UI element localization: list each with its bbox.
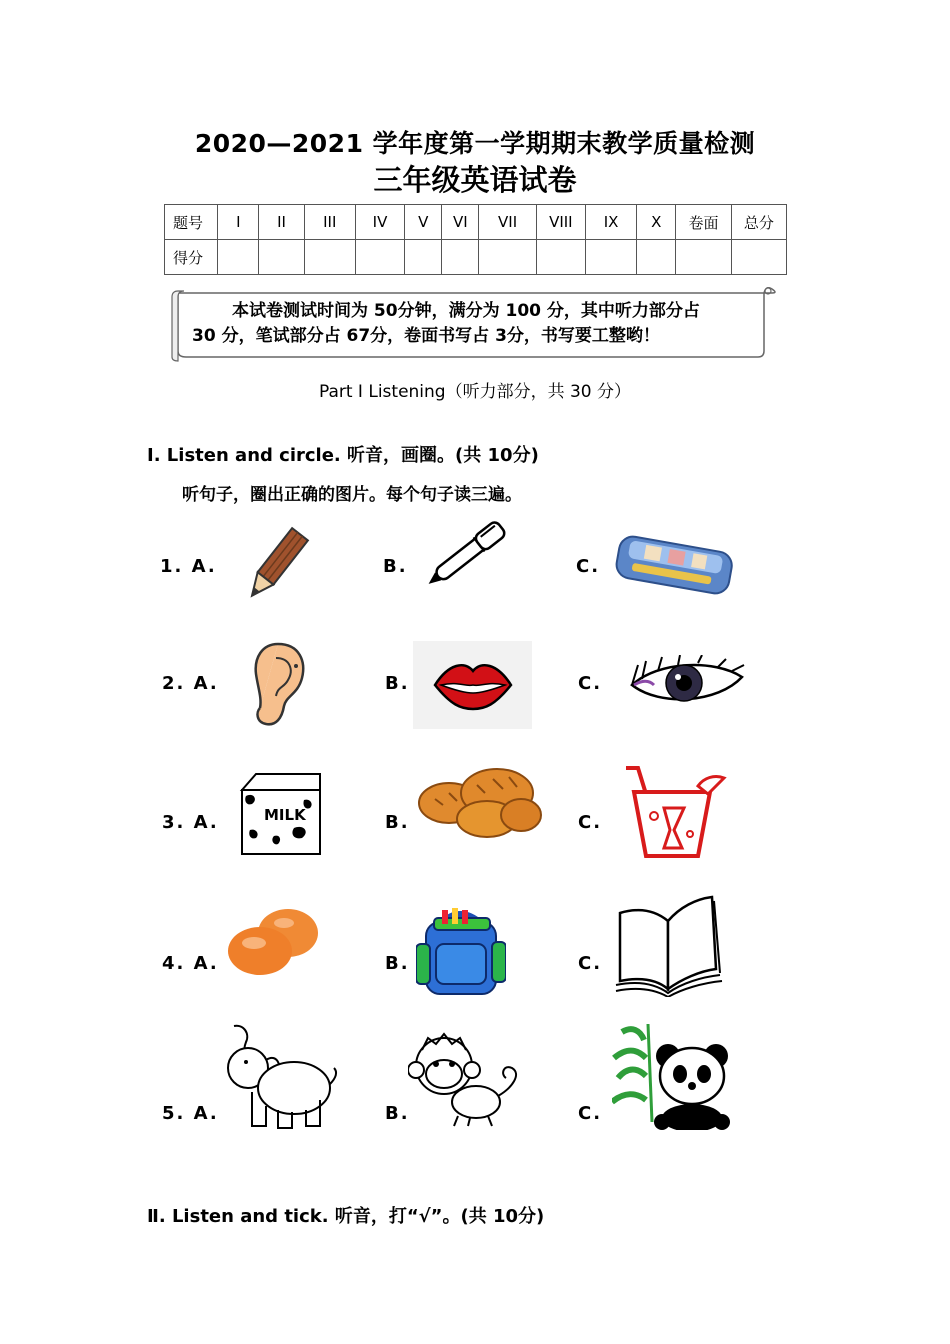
bread-icon[interactable]: [415, 763, 543, 839]
q2-option-c: C.: [578, 673, 603, 694]
score-cell[interactable]: [479, 240, 536, 275]
score-header-cell: I: [218, 205, 259, 240]
score-header-cell: V: [405, 205, 442, 240]
q5-option-b: B.: [385, 1103, 410, 1124]
score-header-cell: VIII: [536, 205, 585, 240]
notice-line-2: 30 分，笔试部分占 67分，卷面书写占 3分，书写要工整哟！: [192, 326, 660, 346]
q1-label: 1. A.: [160, 556, 217, 577]
score-cell[interactable]: [637, 240, 676, 275]
score-table-score-row: [165, 240, 787, 275]
score-header-cell: III: [304, 205, 355, 240]
part1-title: Part Ⅰ Listening（听力部分，共 30 分）: [318, 382, 632, 402]
q1-option-b: B.: [383, 556, 408, 577]
eye-icon[interactable]: [628, 655, 746, 711]
score-cell[interactable]: [304, 240, 355, 275]
exam-title-line2: 三年级英语试卷: [373, 163, 577, 197]
score-row-label: 得分: [165, 240, 218, 275]
juice-icon[interactable]: [624, 764, 728, 860]
section2-title: Ⅱ. Listen and tick. 听音，打“√”。(共 10分): [147, 1206, 545, 1227]
q3-label: 3. A.: [162, 812, 219, 833]
score-header-cell: 卷面: [676, 205, 731, 240]
score-cell[interactable]: [731, 240, 786, 275]
milk-carton-label: MILK: [264, 806, 306, 824]
score-header-cell: IX: [585, 205, 636, 240]
score-cell[interactable]: [676, 240, 731, 275]
section1-title: Ⅰ. Listen and circle. 听音，画圈。(共 10分): [147, 445, 539, 466]
section1-instruction: 听句子，圈出正确的图片。每个句子读三遍。: [182, 485, 522, 505]
exam-notice: [192, 299, 762, 349]
q1-option-c: C.: [576, 556, 601, 577]
score-header-cell: II: [259, 205, 304, 240]
q2-label: 2. A.: [162, 673, 219, 694]
q4-option-c: C.: [578, 953, 603, 974]
exam-title-line1: 2020—2021 学年度第一学期期末教学质量检测: [194, 129, 756, 158]
q5-label: 5. A.: [162, 1103, 219, 1124]
score-table-header-row: [165, 205, 787, 240]
monkey-icon[interactable]: [408, 1030, 524, 1128]
score-cell[interactable]: [536, 240, 585, 275]
score-header-cell: VI: [442, 205, 479, 240]
q3-option-b: B.: [385, 812, 410, 833]
book-icon[interactable]: [612, 893, 724, 997]
notice-line-1: 本试卷测试时间为 50分钟，满分为 100 分，其中听力部分占: [232, 301, 700, 321]
score-header-cell: X: [637, 205, 676, 240]
q2-option-b: B.: [385, 673, 410, 694]
score-header-cell: IV: [355, 205, 404, 240]
pencil-icon[interactable]: [238, 522, 314, 608]
score-cell[interactable]: [355, 240, 404, 275]
score-header-cell: 总分: [731, 205, 786, 240]
q4-label: 4. A.: [162, 953, 219, 974]
milk-carton-icon[interactable]: [234, 770, 328, 856]
panda-icon[interactable]: [612, 1018, 732, 1130]
score-header-cell: 题号: [165, 205, 218, 240]
score-cell[interactable]: [585, 240, 636, 275]
ear-icon[interactable]: [248, 640, 308, 730]
eggs-icon[interactable]: [222, 905, 322, 980]
q4-option-b: B.: [385, 953, 410, 974]
elephant-icon[interactable]: [226, 1022, 340, 1134]
q3-option-c: C.: [578, 812, 603, 833]
score-cell[interactable]: [442, 240, 479, 275]
score-cell[interactable]: [218, 240, 259, 275]
score-cell[interactable]: [405, 240, 442, 275]
score-cell[interactable]: [259, 240, 304, 275]
pen-icon[interactable]: [424, 516, 518, 588]
mouth-icon[interactable]: [413, 641, 532, 729]
q5-option-c: C.: [578, 1103, 603, 1124]
pencil-box-icon[interactable]: [613, 530, 735, 602]
score-table: [164, 204, 787, 275]
score-header-cell: VII: [479, 205, 536, 240]
backpack-icon[interactable]: [416, 904, 506, 998]
